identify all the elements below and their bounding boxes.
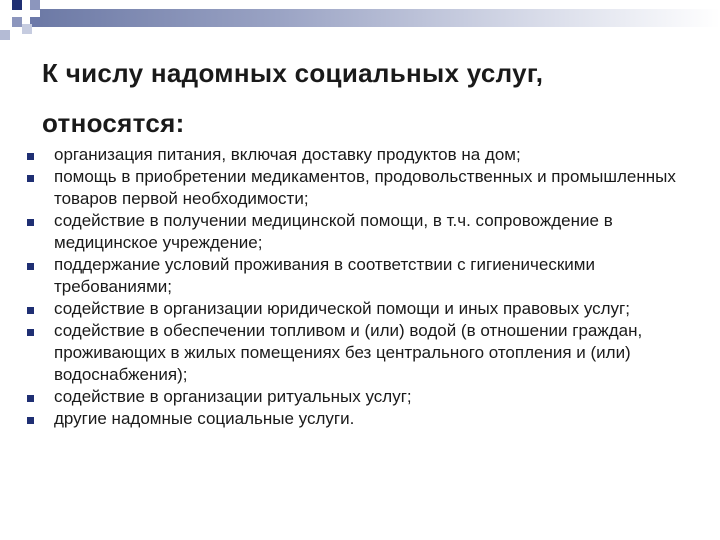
list-item <box>24 254 704 298</box>
list-item <box>24 144 704 166</box>
list-item-text: поддержание условий проживания в соответствии с гигиеническими требованиями; <box>54 255 595 296</box>
square-bullet-icon <box>27 307 34 314</box>
header-gradient-bar <box>40 9 720 27</box>
decorative-square <box>22 24 32 34</box>
slide-title-line-2: относятся: <box>42 108 185 138</box>
list-item <box>24 408 704 430</box>
list-item-text: содействие в обеспечении топливом и (или) водой (в отношении граждан, проживающих в жилых помещениях без центрального отопления и (или) водоснабжения); <box>54 321 643 384</box>
slide-title <box>42 48 682 148</box>
list-item-text: содействие в организации юридической помощи и иных правовых услуг; <box>54 299 630 318</box>
list-item-text: организация питания, включая доставку продуктов на дом; <box>54 145 521 164</box>
list-item <box>24 210 704 254</box>
decorative-square <box>0 30 10 40</box>
decorative-square <box>12 17 22 27</box>
list-item-text: помощь в приобретении медикаментов, продовольственных и промышленных товаров первой необходимости; <box>54 167 676 208</box>
slide-title-line-1: К числу надомных социальных услуг, <box>42 58 544 88</box>
square-bullet-icon <box>27 395 34 402</box>
square-bullet-icon <box>27 417 34 424</box>
list-item-text: другие надомные социальные услуги. <box>54 409 355 428</box>
list-item <box>24 166 704 210</box>
list-item-text: содействие в организации ритуальных услуг; <box>54 387 412 406</box>
square-bullet-icon <box>27 329 34 336</box>
decorative-square <box>12 0 22 10</box>
header-decoration <box>0 0 720 40</box>
square-bullet-icon <box>27 263 34 270</box>
service-list <box>24 144 704 430</box>
decorative-square <box>30 0 40 10</box>
square-bullet-icon <box>27 153 34 160</box>
list-item <box>24 320 704 386</box>
square-bullet-icon <box>27 175 34 182</box>
list-item <box>24 298 704 320</box>
square-bullet-icon <box>27 219 34 226</box>
list-item <box>24 386 704 408</box>
list-item-text: содействие в получении медицинской помощи, в т.ч. сопровождение в медицинское учреждение; <box>54 211 613 252</box>
